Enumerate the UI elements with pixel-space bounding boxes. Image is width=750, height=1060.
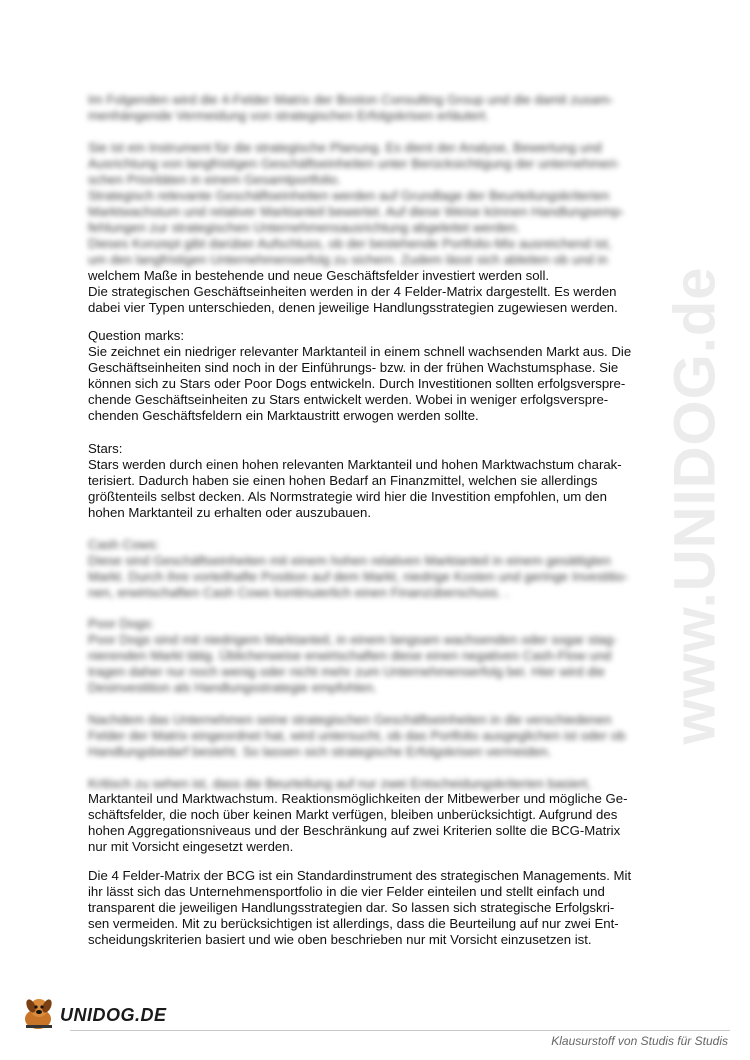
text-line: welchem Maße in bestehende und neue Geschäftsfelder investiert werden soll. xyxy=(88,268,550,283)
text-line: Nachdem das Unternehmen seine strategischen Geschäftseinheiten in die verschiedenen xyxy=(88,712,612,727)
text-line: Die strategischen Geschäftseinheiten werden in der 4 Felder-Matrix dargestellt. Es werden xyxy=(88,284,617,299)
intro-paragraph xyxy=(88,268,668,316)
text-line: Sie ist ein Instrument für die strategische Planung. Es dient der Analyse, Bewertung und xyxy=(88,140,602,155)
critique-blurred-line xyxy=(88,776,668,792)
text-line: Markt. Durch ihre vorteilhafte Position auf dem Markt, niedrige Kosten und geringe Investitio- xyxy=(88,569,629,584)
section-heading: Cash Cows: xyxy=(88,537,160,552)
footer-divider xyxy=(70,1030,730,1031)
text-line: Marktanteil und Marktwachstum. Reaktionsmöglichkeiten der Mitbewerber und mögliche Ge- xyxy=(88,791,628,806)
text-line: scheidungskriterien basiert und wie oben beschrieben nur mit Vorsicht einzusetzen ist. xyxy=(88,932,592,947)
text-line: hohen Aggregationsniveaus und der Beschränkung auf zwei Kriterien sollte die BCG-Matrix xyxy=(88,823,621,838)
text-line: können sich zu Stars oder Poor Dogs entwickeln. Durch Investitionen sollten erfolgsverspre- xyxy=(88,376,626,391)
text-line: Strategisch relevante Geschäftseinheiten werden auf Grundlage der Beurteilungskriterien xyxy=(88,188,610,203)
text-line: tragen daher nur noch wenig oder nicht mehr zum Unternehmenserfolg bei. Hier wird die xyxy=(88,664,605,679)
text-line: terisiert. Dadurch haben sie einen hohen Bedarf an Finanzmittel, welchen sie allerdings xyxy=(88,473,598,488)
text-line: nen, erwirtschaften Cash Cows kontinuierlich einen Finanzüberschuss. . xyxy=(88,585,509,600)
text-line: Felder der Matrix eingeordnet hat, wird untersucht, ob das Portfolio ausgeglichen ist oder ob xyxy=(88,728,626,743)
section-heading: Stars: xyxy=(88,441,123,456)
question-marks-section xyxy=(88,328,668,424)
text-line: hohen Marktanteil zu erhalten oder auszubauen. xyxy=(88,505,371,520)
section-heading: Poor Dogs: xyxy=(88,616,154,631)
text-line: Stars werden durch einen hohen relevanten Marktanteil und hohen Marktwachstum charak- xyxy=(88,457,622,472)
text-line: Marktwachstum und relativer Marktanteil bewertet. Auf diese Weise können Handlungsemp- xyxy=(88,204,625,219)
logo-text: UNIDOG.DE xyxy=(60,1005,167,1025)
footer-tagline: Klausurstoff von Studis für Studis xyxy=(551,1034,728,1048)
text-line: Dieses Konzept gibt darüber Aufschluss, ob der bestehende Portfolio-Mix ausreichend ist, xyxy=(88,236,612,251)
watermark-text: www.UNIDOG.de xyxy=(662,265,728,745)
text-line: Kritisch zu sehen ist, dass die Beurteilung auf nur zwei Entscheidungskriterien basiert, xyxy=(88,776,591,791)
text-line: schen Prioritäten in einem Gesamtportfolio. xyxy=(88,172,341,187)
critique-paragraph xyxy=(88,791,668,855)
text-line xyxy=(88,124,668,140)
stars-section xyxy=(88,441,668,521)
text-line: transparent die jeweiligen Handlungsstrategien dar. So lassen sich strategische Erfolgskri- xyxy=(88,900,615,915)
text-line: nierenden Markt tätig. Üblicherweise erwirtschaften diese einen negativen Cash-Flow und xyxy=(88,648,612,663)
portfolio-paragraph xyxy=(88,712,668,760)
poor-dogs-section xyxy=(88,616,668,696)
text-line: größtenteils selbst decken. Als Normstrategie wird hier die Investition empfohlen, um den xyxy=(88,489,607,504)
text-line: Geschäftseinheiten sind noch in der Einführungs- bzw. in der frühen Wachstumsphase. Sie xyxy=(88,360,619,375)
text-line: um den langfristigen Unternehmenserfolg zu sichern. Zudem lässt sich ableiten ob und in xyxy=(88,252,608,267)
text-line: sen vermeiden. Mit zu berücksichtigen ist allerdings, dass die Beurteilung auf nur zwei Ent- xyxy=(88,916,619,931)
text-line: Poor Dogs sind mit niedrigem Marktanteil, in einem langsam wachsenden oder sogar stag- xyxy=(88,632,618,647)
text-line: Diese sind Geschäftseinheiten mit einem hohen relativen Marktanteil in einem gesättigten xyxy=(88,553,611,568)
text-line: nur mit Vorsicht eingesetzt werden. xyxy=(88,839,294,854)
text-line: chende Geschäftseinheiten zu Stars entwickelt werden. Wobei in weniger erfolgsverspre- xyxy=(88,392,609,407)
unidog-logo xyxy=(18,992,167,1032)
text-line: dabei vier Typen unterschieden, denen jeweilige Handlungsstrategien zugewiesen werden. xyxy=(88,300,618,315)
text-line: Desinvestition als Handlungsstrategie empfohlen. xyxy=(88,680,377,695)
text-line: Sie zeichnet ein niedriger relevanter Marktanteil in einem schnell wachsenden Markt aus. Die xyxy=(88,344,632,359)
text-line: schäftsfelder, die noch über keinen Markt verfügen, bleiben unberücksichtigt. Aufgrund des xyxy=(88,807,618,822)
text-line: Handlungsbedarf besteht. So lassen sich strategische Erfolgskrisen vermeiden. xyxy=(88,744,552,759)
text-line: menhängende Vermeidung von strategischen Erfolgskrisen erläutert. xyxy=(88,108,489,123)
blurred-intro-paragraph xyxy=(88,92,668,268)
conclusion-paragraph xyxy=(88,868,668,948)
cash-cows-section xyxy=(88,537,668,601)
text-line: fehlungen zur strategischen Unternehmensausrichtung abgeleitet werden. xyxy=(88,220,520,235)
dog-icon xyxy=(18,992,58,1032)
text-line: Ausrichtung von langfristigen Geschäftseinheiten unter Berücksichtigung der unternehmeri- xyxy=(88,156,621,171)
section-heading: Question marks: xyxy=(88,328,185,343)
text-line: Die 4 Felder-Matrix der BCG ist ein Standardinstrument des strategischen Managements. Mit xyxy=(88,868,632,883)
text-line: chenden Geschäftsfeldern ein Marktaustritt erwogen werden sollte. xyxy=(88,408,479,423)
text-line: Im Folgenden wird die 4-Felder Matrix der Boston Consulting Group und die damit zusam- xyxy=(88,92,614,107)
text-line: ihr lässt sich das Unternehmensportfolio in die vier Felder einteilen und stellt einfach und xyxy=(88,884,605,899)
